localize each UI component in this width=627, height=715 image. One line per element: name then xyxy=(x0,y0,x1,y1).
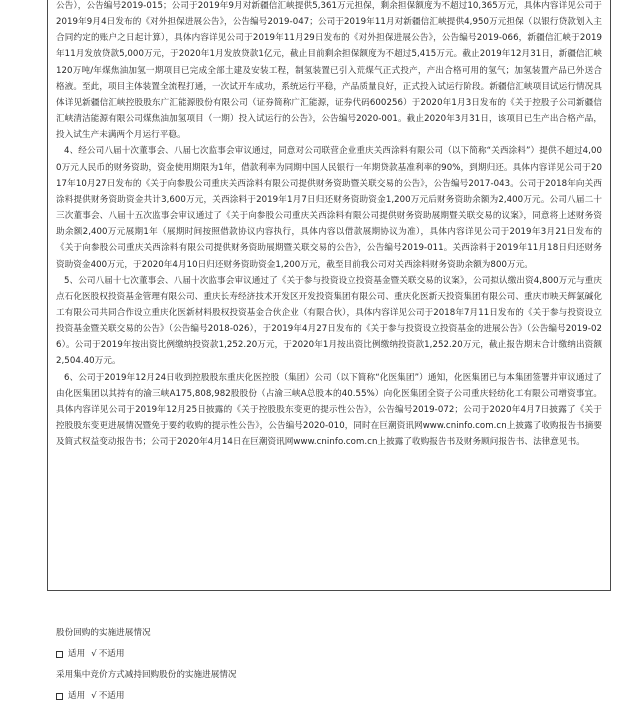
checkmark-icon: √ xyxy=(91,649,97,659)
bidding-reduction-heading: 采用集中竞价方式减持回购股份的实施进展情况 xyxy=(56,670,237,680)
checkbox-empty-icon xyxy=(56,651,63,658)
repurchase-progress-heading: 股份回购的实施进展情况 xyxy=(56,628,151,638)
applicable-label: 适用 xyxy=(68,691,86,701)
checkbox-empty-icon xyxy=(56,693,63,700)
not-applicable-label: 不适用 xyxy=(98,691,125,701)
important-matters-box xyxy=(47,0,611,591)
repurchase-applicability xyxy=(56,646,606,662)
paragraph-controlling-shareholder-change: 6、公司于2019年12月24日收到控股股东重庆化医控股（集团）公司（以下简称“化医集团”）通知，化医集团已与本集团签署并审议通过了由化医集团以其持有的渝三峡A175,808,982股股份（占渝三峡A总股本的40.55%）向化医集团全资子公司重庆轻纺化工有限公司增资事宜。具体内容详见公司于2019年12月25日披露的《关于控股股东变更的提示性公告》，公告编号2019-072；公司于2020年4月7日披露了《关于控股股东变更进展情况暨免于要约收购的提示性公告》，公告编号2020-010，同时在巨潮资讯网www.cninfo.com.cn上披露了收购报告书摘要及简式权益变动报告书；公司于2020年4月14日在巨潮资讯网www.cninfo.com.cn上披露了收购报告书及财务顾问报告书、法律意见书。 xyxy=(56,372,602,448)
paragraph-investment-fund: 5、公司八届十七次董事会、八届十次监事会审议通过了《关于参与投资设立投资基金暨关联交易的议案》，公司拟认缴出资4,800万元与重庆点石化医股权投资基金管理有限公司、重庆长寿经济技术开发区开发投资集团有限公司、重庆化医新天投资集团有限公司、重庆市映天辉氯碱化工有限公司共同合作设立重庆化医新材料股权投资基金合伙企业（有限合伙），具体内容详见公司于2018年7月11日发布的《关于参与投资设立投资基金暨关联交易的公告》（公告编号2018-026），于2019年4月27日发布的《关于参与投资设立投资基金的进展公告》（公告编号2019-026）。公司于2019年按出资比例缴纳投资款1,252.20万元，于2020年1月按出资比例缴纳投资款1,252.20万元，截止报告期末合计缴纳出资额2,504.40万元。 xyxy=(56,275,602,367)
checkmark-icon: √ xyxy=(91,691,97,701)
applicable-label: 适用 xyxy=(68,649,86,659)
paragraph-financial-assistance: 4、经公司八届十次董事会、八届七次监事会审议通过，同意对公司联营企业重庆关西涂料有限公司（以下简称“关西涂料”）提供不超过4,000万元人民币的财务资助，资金使用期限为1年，借款利率为同期中国人民银行一年期贷款基准利率的90%，到期归还。具体内容详见公司于2017年10月27日发布的《关于向参股公司重庆关西涂料有限公司提供财务资助暨关联交易的公告》，公告编号2017-043。公司于2018年向关西涂料提供财务资助资金共计3,600万元，关西涂料于2019年1月7日归还财务资助资金1,200万元后财务资助余额为2,400万元。公司八届二十三次董事会、八届十五次监事会审议通过了《关于向参股公司重庆关西涂料有限公司提供财务资助展期暨关联交易的议案》，同意将上述财务资助余额2,400万元展期1年（展期时间按照借款协议内容执行，具体内容以借款展期协议为准），具体内容详见公司于2019年3月21日发布的《关于向参股公司重庆关西涂料有限公司提供财务资助展期暨关联交易的公告》，公告编号2019-011。关西涂料于2019年11月18日归还财务资助资金400万元，于2020年4月10日归还财务资助资金1,200万元，截至目前我公司对关西涂料财务资助余额为800万元。 xyxy=(56,146,602,270)
not-applicable-label: 不适用 xyxy=(98,649,125,659)
paragraph-guarantee-and-project: 公告），公告编号2019-015；公司于2019年9月对新疆信汇峡提供5,361万元担保，剩余担保额度为不超过10,365万元，具体内容详见公司于2019年9月4日发布的《对外担保进展公告》，公告编号2019-047；公司于2019年11月对新疆信汇峡提供4,950万元担保（以银行贷款划入主合同约定的账户之日起计算），具体内容详见公司于2019年11月29日发布的《对外担保进展公告》，公告编号2019-066，新疆信汇峡于2019年11月发放贷款5,000万元，于2020年1月发放贷款1亿元，截止目前剩余担保额度为不超过5,415万元。截止2019年12月31日，新疆信汇峡120万吨/年煤焦油加氢一期项目已完成全部土建及安装工程，制氢装置已引入荒煤气正式投产，产出合格可用的氢气；加氢装置产品已外送合格液。至此，项目主体装置全流程打通，一次试开车成功，系统运行平稳，产品质量良好，正式投入试运行阶段。新疆信汇峡项目试运行情况具体详见新疆信汇峡控股股东广汇能源股份有限公司（证券简称广汇能源，证券代码600256）于2020年1月3日发布的《关于控股子公司新疆信汇峡清洁能源有限公司煤焦油加氢项目（一期）投入试运行的公告》，公告编号2020-001。截止2020年3月31日，该项目已生产出合格产品，投入试生产未满两个月运行平稳。 xyxy=(56,1,602,141)
bidding-reduction-applicability xyxy=(56,688,606,704)
